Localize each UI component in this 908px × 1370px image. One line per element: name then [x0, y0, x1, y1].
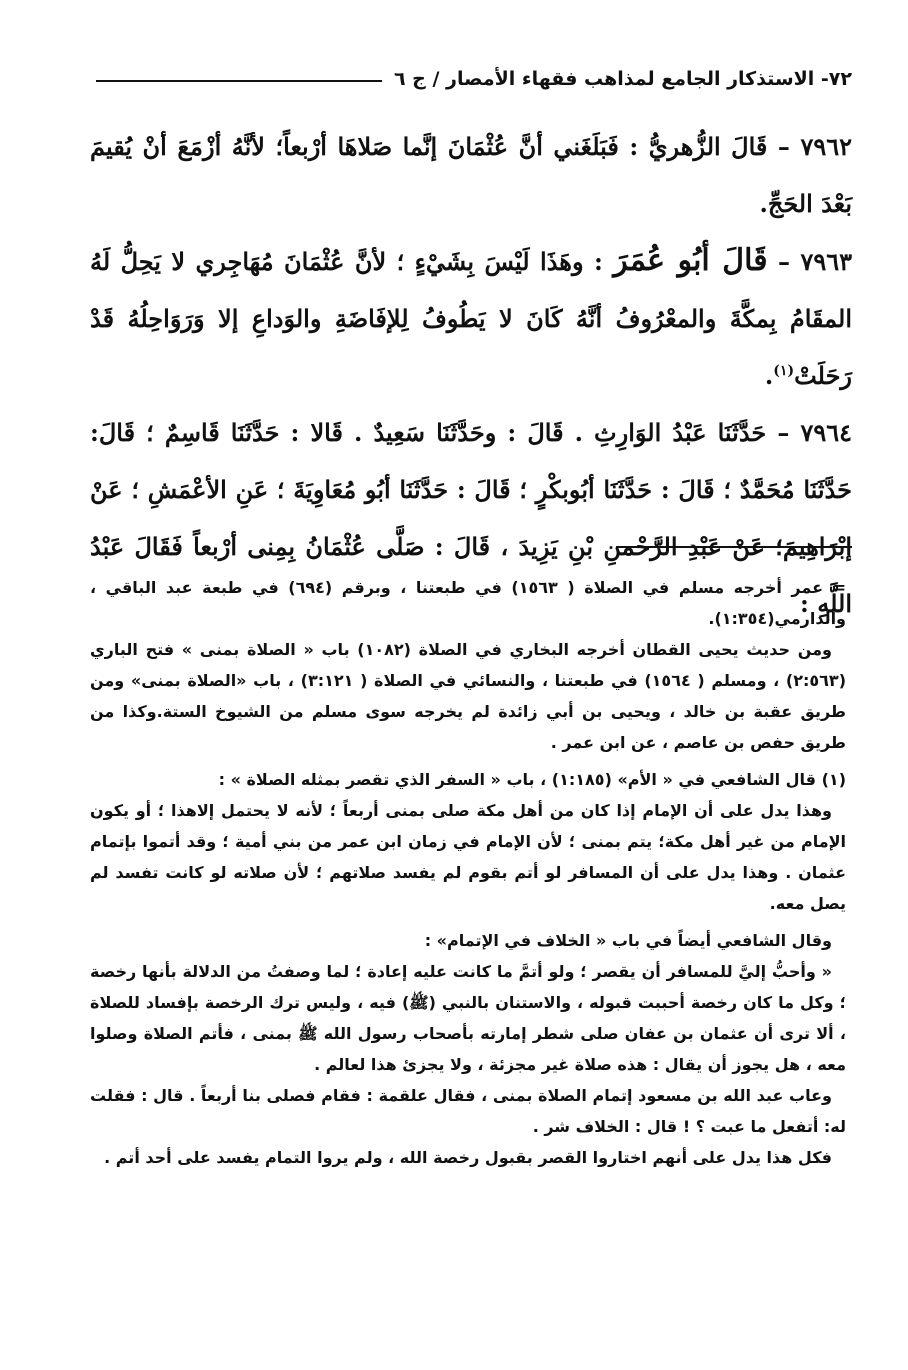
paragraph-text: حَدَّثَنَا عَبْدُ الوَارِثِ . قَالَ : وحَدَّثَنَا سَعِيدٌ . قَالا : حَدَّثَنَا قَاسِمٌ ؛ قَالَ: حَدَّثَنَا مُحَمَّدٌ ؛ قَالَ : حَدَّثَنَا أبُوبكْرٍ ؛ قَالَ : حَدَّثَنَا أبُو مُعَاوِيَةَ ؛ عَنِ الأعْمَشِ ؛ عَنْ إبْرَاهِيمَ؛ عَنْ عَبْدِ الرَّحْمنِ بْنِ يَزِيدَ ، قَالَ : صَلَّى عُثْمَانُ بِمِنى أرْبعاً فَقَالَ عَبْدُ اللَّهِ : — [90, 418, 852, 618]
footnote-separator — [616, 546, 852, 548]
footnote-paragraph: وهذا يدل على أن الإمام إذا كان من أهل مكة صلى بمنى أربعاً ؛ لأنه لا يحتمل إلاهذا ؛ أو يكون الإمام من غير أهل مكة؛ يتم بمنى ؛ لأن الإمام في زمان ابن عمر من بني أمية ؛ وقد أتموا بإتمام عثمان . وهذا يدل على أن المسافر لو أتم بقوم لم يفسد صلاتهم ؛ لأن صلاته لو كانت تفسد لم يصل معه. — [90, 801, 846, 913]
footnote-paragraph: وقال الشافعي أيضاً في باب « الخلاف في الإتمام» : — [424, 931, 832, 950]
paragraph-text: : وهَذَا لَيْسَ بِشَيْءٍ ؛ لأنَّ عُثْمَانَ مُهَاجِري لا يَحِلُّ لَهُ المقَامُ بِمكَّةَ والمعْرُوفُ أنَّهُ كَانَ لا يَطُوفُ لِلإفَاضَةِ والوَداعِ إلا وَرَوَاحِلُهُ قَدْ رَحَلَتْ — [90, 247, 853, 390]
paragraph-7963 — [90, 232, 852, 404]
footnote-continuation: = عمر أخرجه مسلم في الصلاة ( ١٥٦٣) في طبعتنا ، وبرقم (٦٩٤) في طبعة عبد الباقي ، والدارمي(١:٣٥٤). — [90, 578, 846, 628]
footnote-paragraph: وعاب عبد الله بن مسعود إتمام الصلاة بمنى ، فقال علقمة : فقام فصلى بنا أربعاً . قال : فقلت له: أتفعل ما عبت ؟ ! قال : الخلاف شر . — [90, 1086, 846, 1136]
header-title: ٧٢- الاستذكار الجامع لمذاهب فقهاء الأمصار / ج ٦ — [393, 68, 852, 90]
paragraph-end: . — [764, 361, 774, 390]
footnote-paragraph: ومن حديث يحيى القطان أخرجه البخاري في الصلاة (١٠٨٢) باب « الصلاة بمنى » فتح الباري (٢:٥٦٣) ، ومسلم ( ١٥٦٤) في طبعتنا ، والنسائي في الصلاة ( ٣:١٢١) ، باب «الصلاة بمنى» ومن طريق عقبة بن خالد ، ويحيى بن أبي زائدة لم يخرجه سوى مسلم من الشيوخ الستة.وكذا من طريق حفص بن عاصم ، عن ابن عمر . — [90, 640, 847, 752]
footnote-quote: « وأحبُّ إليَّ للمسافر أن يقصر ؛ ولو أتمَّ ما كانت عليه إعادة ؛ لما وصفتُ من الدلالة بأنها رخصة ؛ وكل ما كان رخصة أحببت قبوله ، والاستنان بالنبي (ﷺ) فيه ، وليس ترك الرخصة بإفساد للصلاة ، ألا ترى أن عثمان بن عفان صلى شطر إمارته بأصحاب رسول الله ﷺ بمنى ، فأتم الصلاة وصلوا معه ، هل يجوز أن يقال : هذه صلاة غير مجزئة ، ولا يجزئ هذا لعالم . — [90, 962, 846, 1074]
paragraph-7962 — [90, 118, 852, 232]
main-text — [90, 118, 852, 632]
footnote-1: (١) قال الشافعي في « الأم» (١:١٨٥) ، باب « السفر الذي تقصر بمثله الصلاة » : — [218, 770, 846, 789]
paragraph-number: ٧٩٦٢ – — [777, 132, 852, 161]
paragraph-number: ٧٩٦٣ – — [778, 247, 852, 276]
paragraph-text: قَالَ الزُّهريُّ : فَبَلَغَني أنَّ عُثْمَانَ إنَّما صَلاهَا أرْبعاً؛ لأنَّهُ أزْمَعَ أنْ يُقيمَ بَعْدَ الحَجِّ. — [90, 132, 852, 218]
footnote-ref: (١) — [773, 363, 795, 379]
author-name: قَالَ أبُو عُمَرَ — [613, 243, 768, 278]
footnote-paragraph: فكل هذا يدل على أنهم اختاروا القصر بقبول رخصة الله ، ولم يروا التمام يفسد على أحد أتم . — [104, 1148, 832, 1167]
footnotes — [90, 572, 846, 1179]
running-header — [96, 62, 852, 96]
paragraph-number: ٧٩٦٤ – — [777, 418, 852, 447]
header-rule — [96, 80, 382, 82]
